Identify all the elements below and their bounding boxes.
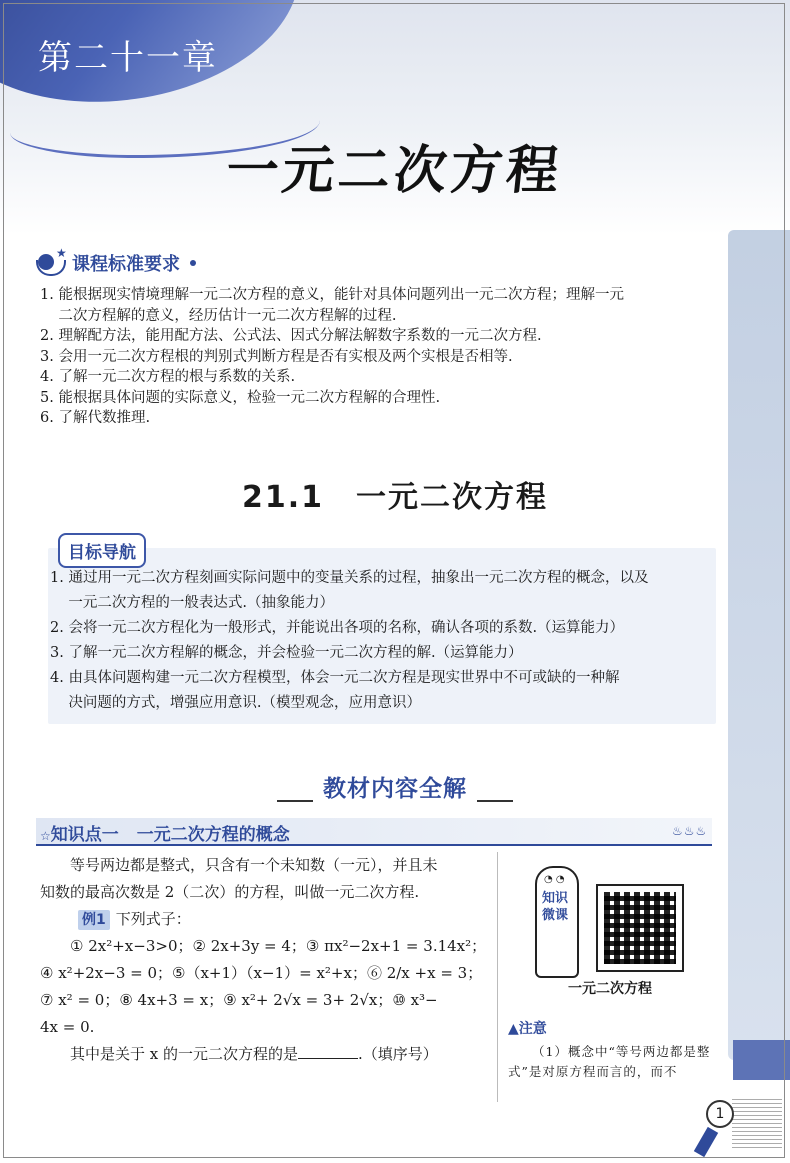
student-icon: ★ [36,250,66,276]
figure-caption: 一元二次方程 [568,981,652,997]
note-title-label: 注意 [518,1021,547,1037]
list-item: 3. 了解一元二次方程解的概念，并会检验一元二次方程的解.（运算能力） [50,645,523,661]
section-title: 21.1 一元二次方程 [241,480,549,515]
list-item: 2. 理解配方法，能用配方法、公式法、因式分解法解数字系数的一元二次方程. [40,328,542,344]
list-item: 一元二次方程的一般表达式.（抽象能力） [50,595,335,611]
equation-line: 4x = 0. [40,1018,95,1036]
cartoon-character-icon: ◔ ◔ [535,866,579,978]
list-item: 5. 能根据具体问题的实际意义，检验一元二次方程解的合理性. [40,389,441,406]
goal-tab: 目标导航 [58,533,146,568]
list-item: 3. 会用一元二次方程根的判别式判断方程是否有实根及两个实根是否相等. [40,348,513,365]
example-intro: 下列式子： [115,910,191,928]
list-item: 6. 了解代数推理. [40,410,151,426]
content-heading-label: 教材内容全解 [323,776,467,802]
definition-line: 等号两边都是整式，只含有一个未知数（一元），并且未 [70,856,438,874]
list-item: 2. 会将一元二次方程化为一般形式，并能说出各项的名称，确认各项的系数.（运算能力） [50,620,625,636]
definition-line: 知数的最高次数是 2（二次）的方程，叫做一元二次方程. [40,883,420,901]
list-item: 1. 能根据现实情境理解一元二次方程的意义，能针对具体问题列出一元二次方程；理解一元 [40,287,624,303]
knowledge-point-label: 知识点一 [50,825,119,845]
knowledge-point-name: 一元二次方程的概念 [136,825,290,845]
standards-heading-label: 课程标准要求 [72,254,180,275]
equation-line: ④ x²+2x−3 = 0；⑤（x+1）（x−1）= x²+x；⑥ 2/x +x = 3； [40,964,483,982]
difficulty-rating-icon: ♨♨♨ [672,824,708,838]
chapter-label: 第二十一章 [38,38,218,78]
note-text: （1）概念中“等号两边都是整式”是对原方程而言的，而不 [508,1044,711,1079]
list-item: 4. 由具体问题构建一元二次方程模型，体会一元二次方程是现实世界中不可或缺的一种解 [50,670,620,686]
example-badge: 例1 [78,910,110,930]
character-label: 知识微课 [541,891,568,923]
question-suffix: .（填序号） [358,1045,438,1063]
warning-icon: ▲ [508,1021,519,1037]
star-icon: ☆ [40,829,51,843]
equation-line: ⑦ x² = 0；⑧ 4x+3 = x；⑨ x²+ 2√x = 3+ 2√x；⑩ x³− [40,991,438,1009]
page-number: 1 [706,1100,734,1128]
list-item: 1. 通过用一元二次方程刻画实际问题中的变量关系的过程，抽象出一元二次方程的概念，以及 [50,570,649,586]
list-item: 4. 了解一元二次方程的根与系数的关系. [40,369,296,385]
list-item: 二次方程解的意义，经历估计一元二次方程解的过程. [40,307,397,324]
list-item: 决问题的方式，增强应用意识.（模型观念，应用意识） [50,695,422,711]
question-text: 其中是关于 x 的一元二次方程的是 [70,1045,298,1063]
page-frame [3,3,785,1158]
chapter-title: 一元二次方程 [223,141,566,201]
equation-line: ① 2x²+x−3>0；② 2x+3y = 4；③ πx²−2x+1 = 3.14x²； [70,937,487,955]
